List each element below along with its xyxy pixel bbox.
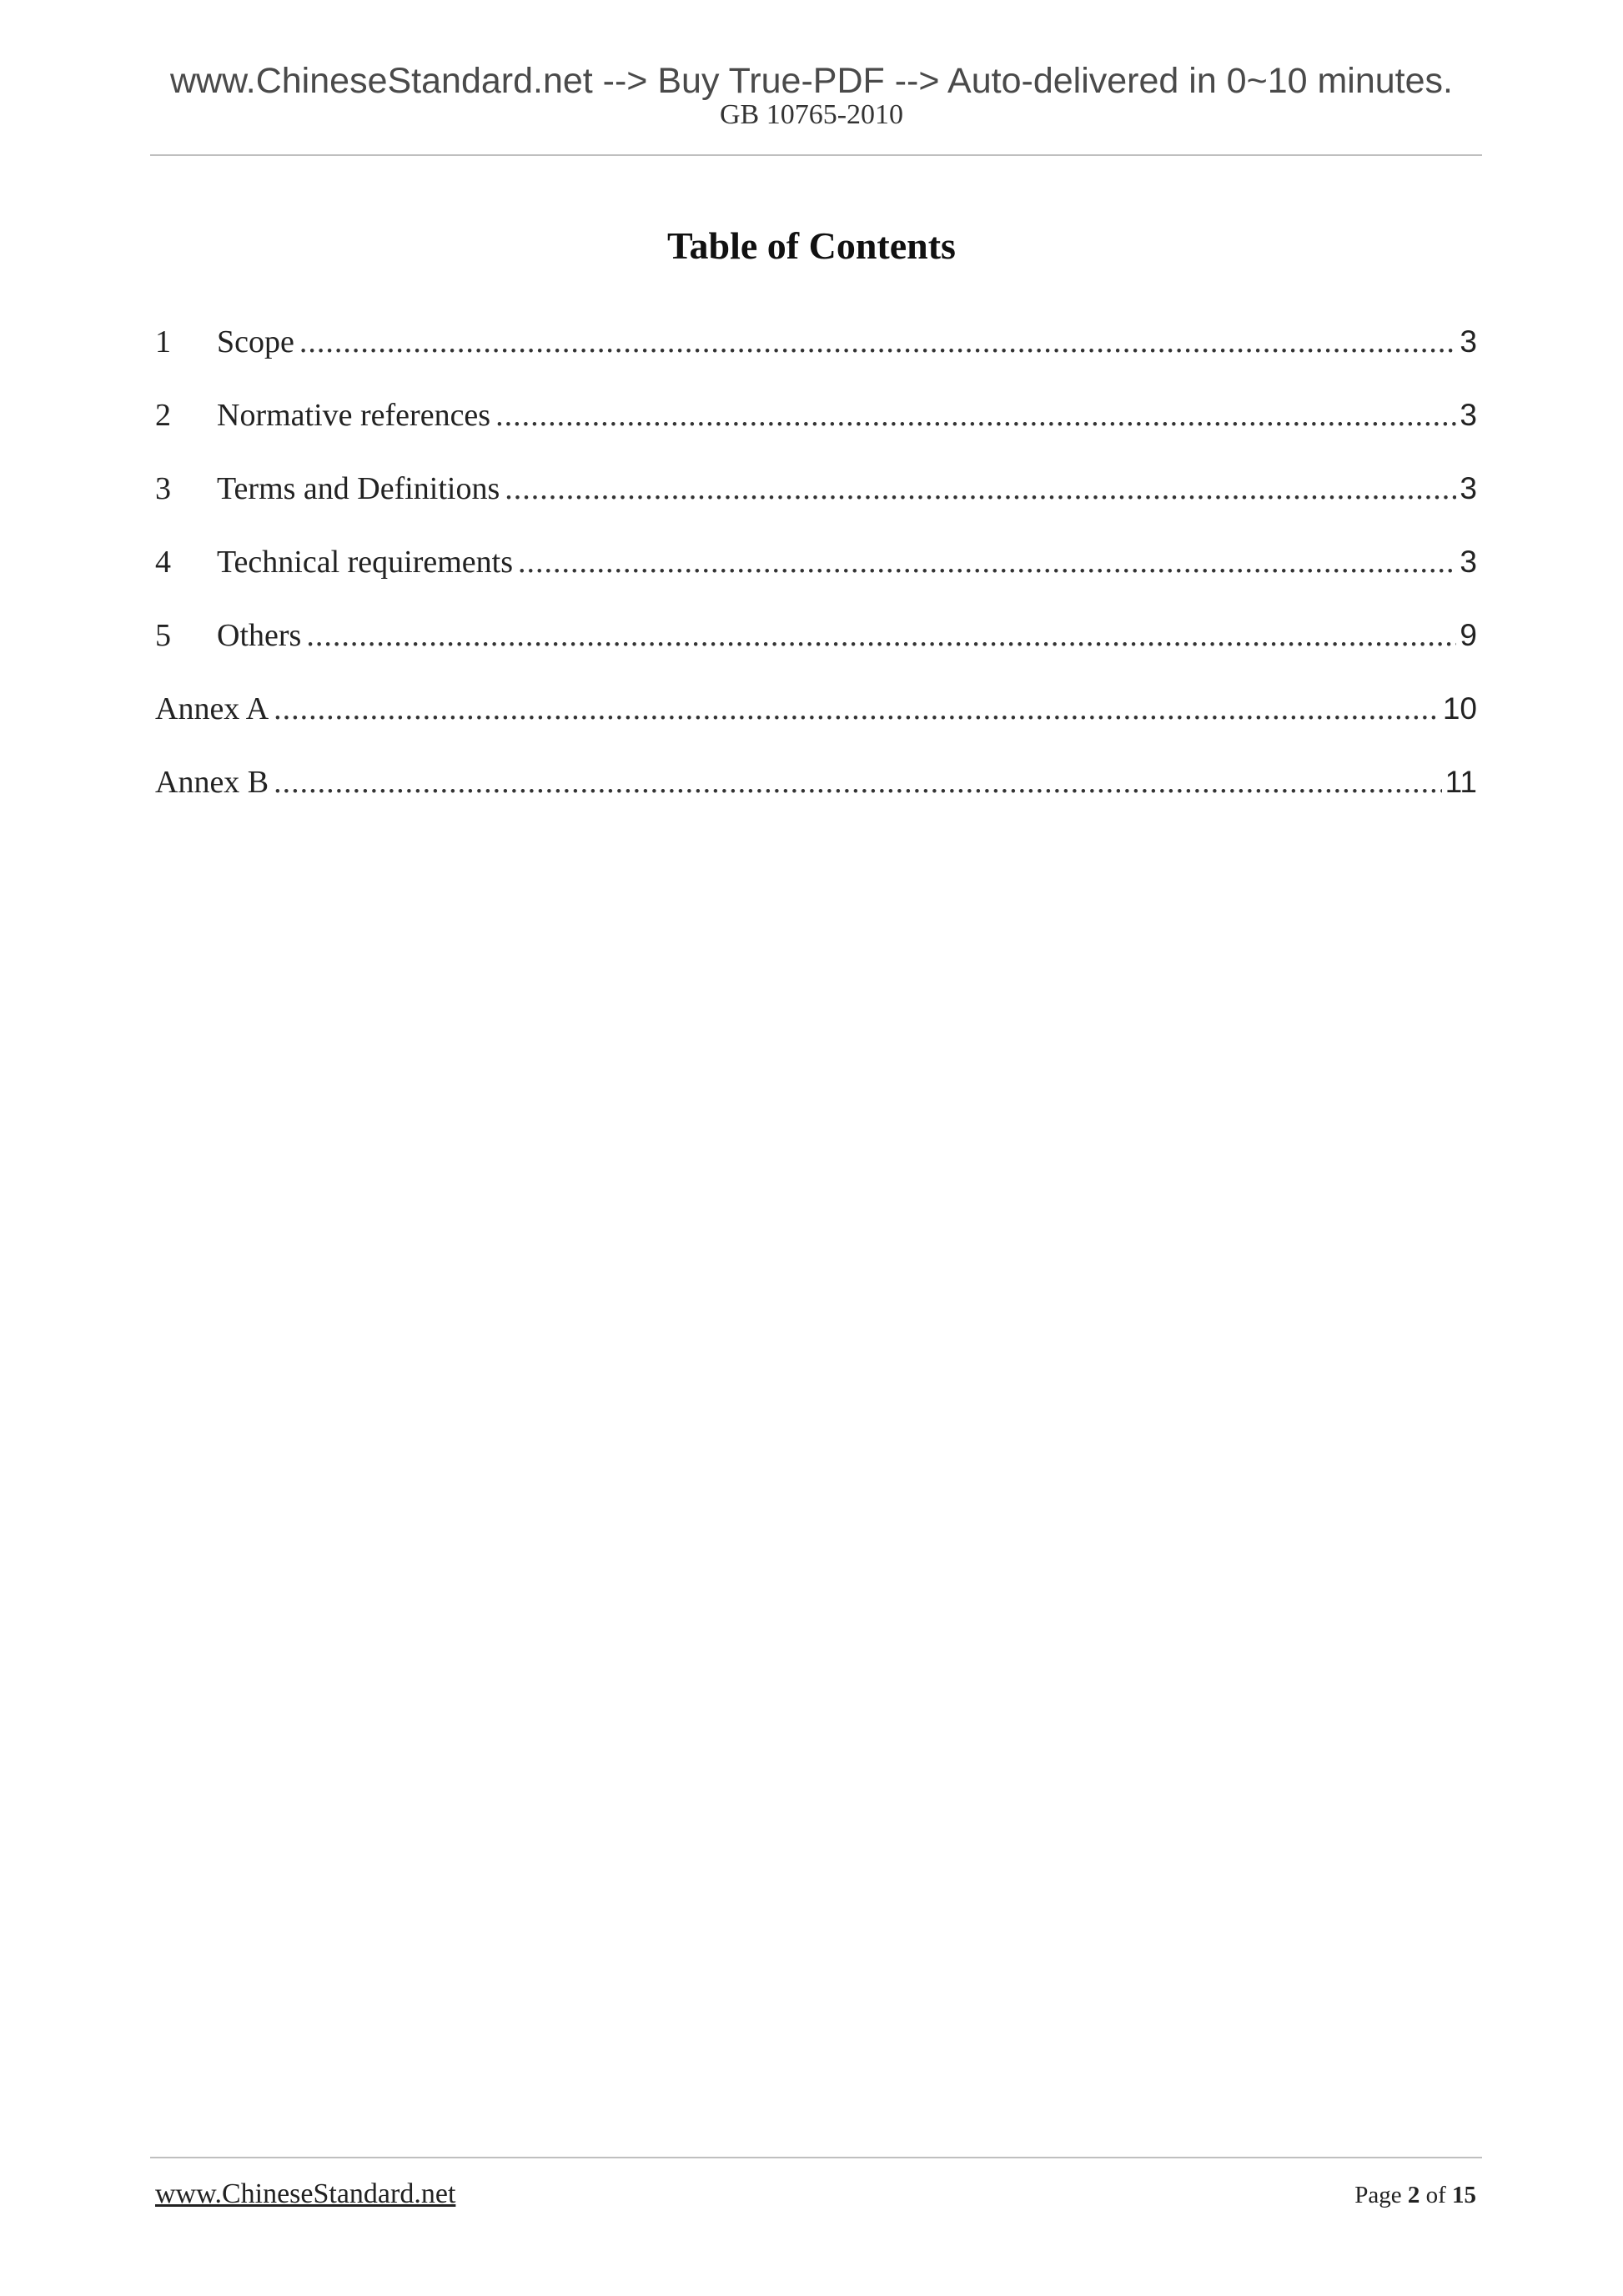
toc-entry-label: Annex B xyxy=(155,765,269,800)
toc-entry-number: 5 xyxy=(155,618,171,653)
toc-entry-technical-requirements[interactable] xyxy=(155,544,1477,617)
toc-dot-leader xyxy=(274,691,1440,727)
toc-entry-page: 11 xyxy=(1445,765,1477,799)
header-divider xyxy=(150,154,1482,156)
toc-entry-number: 4 xyxy=(155,545,171,580)
toc-entry-page: 3 xyxy=(1460,545,1477,579)
toc-dot-leader xyxy=(274,764,1441,801)
toc-dot-leader xyxy=(505,470,1456,507)
toc-entry-others[interactable] xyxy=(155,617,1477,691)
page-number xyxy=(1354,2183,1476,2208)
toc-entry-annex-b[interactable] xyxy=(155,764,1477,837)
toc-dot-leader xyxy=(518,544,1456,580)
toc-dot-leader xyxy=(495,397,1456,434)
footer-divider xyxy=(150,2157,1482,2158)
toc-entry-number: 1 xyxy=(155,324,171,359)
toc-entry-page: 3 xyxy=(1460,398,1477,432)
toc-dot-leader xyxy=(299,324,1457,360)
toc-entry-annex-a[interactable] xyxy=(155,691,1477,764)
page-number-current: 2 xyxy=(1407,2182,1420,2208)
page-number-prefix: Page xyxy=(1354,2182,1402,2208)
header-banner: www.ChineseStandard.net --> Buy True-PDF --> Auto-delivered in 0~10 minutes. xyxy=(169,61,1453,101)
page-title: Table of Contents xyxy=(667,224,956,267)
toc-dot-leader xyxy=(306,617,1456,654)
page-number-total: 15 xyxy=(1452,2182,1476,2208)
toc-entry-label: Others xyxy=(217,618,302,653)
toc-entry-page: 3 xyxy=(1460,324,1477,359)
toc-entry-page: 9 xyxy=(1460,618,1477,652)
toc-entry-label: Terms and Definitions xyxy=(217,471,500,506)
toc-entry-page: 3 xyxy=(1460,471,1477,505)
toc-entry-label: Technical requirements xyxy=(217,545,514,580)
footer-website-link[interactable]: www.ChineseStandard.net xyxy=(155,2178,456,2209)
toc-entry-label: Scope xyxy=(217,324,294,359)
page-number-separator: of xyxy=(1425,2182,1446,2208)
document-code: GB 10765-2010 xyxy=(719,99,904,130)
toc-entry-number: 3 xyxy=(155,471,171,506)
toc-entry-terms-and-definitions[interactable] xyxy=(155,470,1477,544)
toc-list xyxy=(155,324,1477,837)
toc-entry-scope[interactable] xyxy=(155,324,1477,397)
toc-entry-number: 2 xyxy=(155,398,171,433)
toc-entry-page: 10 xyxy=(1442,691,1477,726)
toc-entry-label: Annex A xyxy=(155,691,269,726)
toc-entry-label: Normative references xyxy=(217,398,491,433)
toc-entry-normative-references[interactable] xyxy=(155,397,1477,470)
